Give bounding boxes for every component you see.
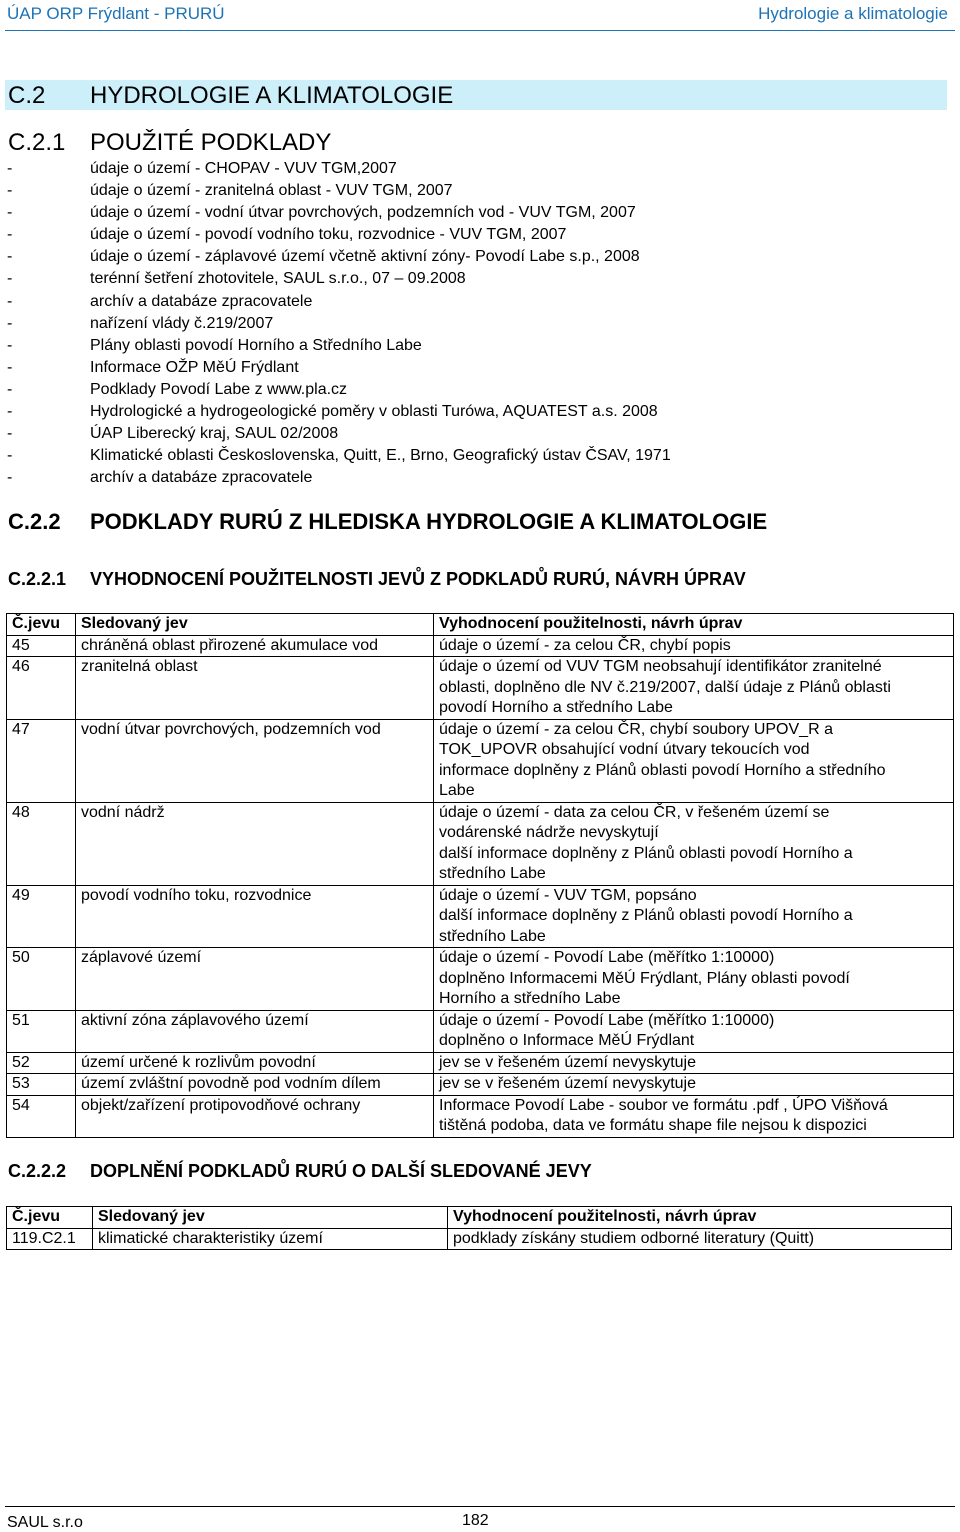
- cell-jev: území určené k rozlivům povodní: [76, 1052, 434, 1074]
- footer-divider: [5, 1506, 955, 1507]
- column-header: Č.jevu: [7, 1207, 93, 1229]
- table-row: [7, 802, 954, 885]
- column-header: Sledovaný jev: [93, 1207, 448, 1229]
- cell-eval: jev se v řešeném území nevyskytuje: [434, 1052, 954, 1074]
- section-number: C.2: [8, 82, 46, 109]
- cell-num: 53: [7, 1074, 76, 1096]
- cell-jev: záplavové území: [76, 948, 434, 1011]
- cell-jev: aktivní zóna záplavového území: [76, 1010, 434, 1052]
- column-header: Vyhodnocení použitelnosti, návrh úprav: [434, 614, 954, 636]
- additional-table: [6, 1206, 952, 1250]
- cell-eval: údaje o území - za celou ČR, chybí popis: [434, 635, 954, 657]
- cell-num: 52: [7, 1052, 76, 1074]
- evaluation-table: [6, 613, 954, 1138]
- section-title: HYDROLOGIE A KLIMATOLOGIE: [90, 82, 454, 109]
- subsection-title: DOPLNĚNÍ PODKLADŮ RURÚ O DALŠÍ SLEDOVANÉ JEVY: [90, 1161, 592, 1181]
- cell-num: 51: [7, 1010, 76, 1052]
- header-left-title: ÚAP ORP Frýdlant - PRURÚ: [7, 4, 225, 23]
- subsection-title: POUŽITÉ PODKLADY: [90, 129, 332, 156]
- cell-num: 45: [7, 635, 76, 657]
- cell-eval: údaje o území od VUV TGM neobsahují identifikátor zranitelné oblasti, doplněno dle NV č.219/2007, další údaje z Plánů oblasti povodí Horního a středního Labe: [434, 657, 954, 720]
- cell-eval: podklady získány studiem odborné literatury (Quitt): [448, 1228, 952, 1250]
- table-row: [7, 635, 954, 657]
- header-right-title: Hydrologie a klimatologie: [758, 4, 948, 23]
- table-row: [7, 885, 954, 948]
- table-header-row: [7, 1207, 952, 1229]
- table-row: [7, 1010, 954, 1052]
- cell-jev: chráněná oblast přirozené akumulace vod: [76, 635, 434, 657]
- table-header-row: [7, 614, 954, 636]
- cell-eval: údaje o území - data za celou ČR, v řešeném území se vodárenské nádrže nevyskytují další informace doplněny z Plánů oblasti povodí Horního a středního Labe: [434, 802, 954, 885]
- subsection-number: C.2.2.2: [8, 1161, 67, 1181]
- cell-eval: Informace Povodí Labe - soubor ve formátu .pdf , ÚPO Višňová tištěná podoba, data ve formátu shape file nejsou k dispozici: [434, 1095, 954, 1137]
- table-row: [7, 719, 954, 802]
- table-row: [7, 1095, 954, 1137]
- cell-num: 119.C2.1: [7, 1228, 93, 1250]
- cell-jev: povodí vodního toku, rozvodnice: [76, 885, 434, 948]
- cell-eval: údaje o území - za celou ČR, chybí soubory UPOV_R a TOK_UPOVR obsahující vodní útvary tekoucích vod informace doplněny z Plánů oblasti povodí Horního a středního Labe: [434, 719, 954, 802]
- cell-num: 46: [7, 657, 76, 720]
- page-number: 182: [462, 1512, 489, 1529]
- footer-company: SAUL s.r.o: [7, 1514, 83, 1531]
- cell-jev: území zvláštní povodně pod vodním dílem: [76, 1074, 434, 1096]
- cell-num: 47: [7, 719, 76, 802]
- table-row: [7, 657, 954, 720]
- cell-num: 54: [7, 1095, 76, 1137]
- table-row: [7, 1052, 954, 1074]
- subsection-title: PODKLADY RURÚ Z HLEDISKA HYDROLOGIE A KLIMATOLOGIE: [90, 509, 768, 534]
- cell-num: 49: [7, 885, 76, 948]
- subsection-title: VYHODNOCENÍ POUŽITELNOSTI JEVŮ Z PODKLADŮ RURÚ, NÁVRH ÚPRAV: [90, 569, 746, 589]
- cell-eval: údaje o území - Povodí Labe (měřítko 1:10000) doplněno o Informace MěÚ Frýdlant: [434, 1010, 954, 1052]
- cell-num: 48: [7, 802, 76, 885]
- header-divider: [5, 30, 955, 31]
- column-header: Vyhodnocení použitelnosti, návrh úprav: [448, 1207, 952, 1229]
- cell-jev: zranitelná oblast: [76, 657, 434, 720]
- cell-eval: údaje o území - Povodí Labe (měřítko 1:10000) doplněno Informacemi MěÚ Frýdlant, Plány oblasti povodí Horního a středního Labe: [434, 948, 954, 1011]
- cell-eval: jev se v řešeném území nevyskytuje: [434, 1074, 954, 1096]
- cell-jev: vodní nádrž: [76, 802, 434, 885]
- cell-jev: objekt/zařízení protipovodňové ochrany: [76, 1095, 434, 1137]
- cell-eval: údaje o území - VUV TGM, popsáno další informace doplněny z Plánů oblasti povodí Horního a středního Labe: [434, 885, 954, 948]
- cell-num: 50: [7, 948, 76, 1011]
- table-row: [7, 1074, 954, 1096]
- subsection-number: C.2.2.1: [8, 569, 67, 589]
- cell-jev: vodní útvar povrchových, podzemních vod: [76, 719, 434, 802]
- column-header: Sledovaný jev: [76, 614, 434, 636]
- cell-jev: klimatické charakteristiky území: [93, 1228, 448, 1250]
- subsection-number: C.2.1: [8, 129, 66, 156]
- table-row: [7, 948, 954, 1011]
- column-header: Č.jevu: [7, 614, 76, 636]
- subsection-number: C.2.2: [8, 509, 61, 534]
- table-row: [7, 1228, 952, 1250]
